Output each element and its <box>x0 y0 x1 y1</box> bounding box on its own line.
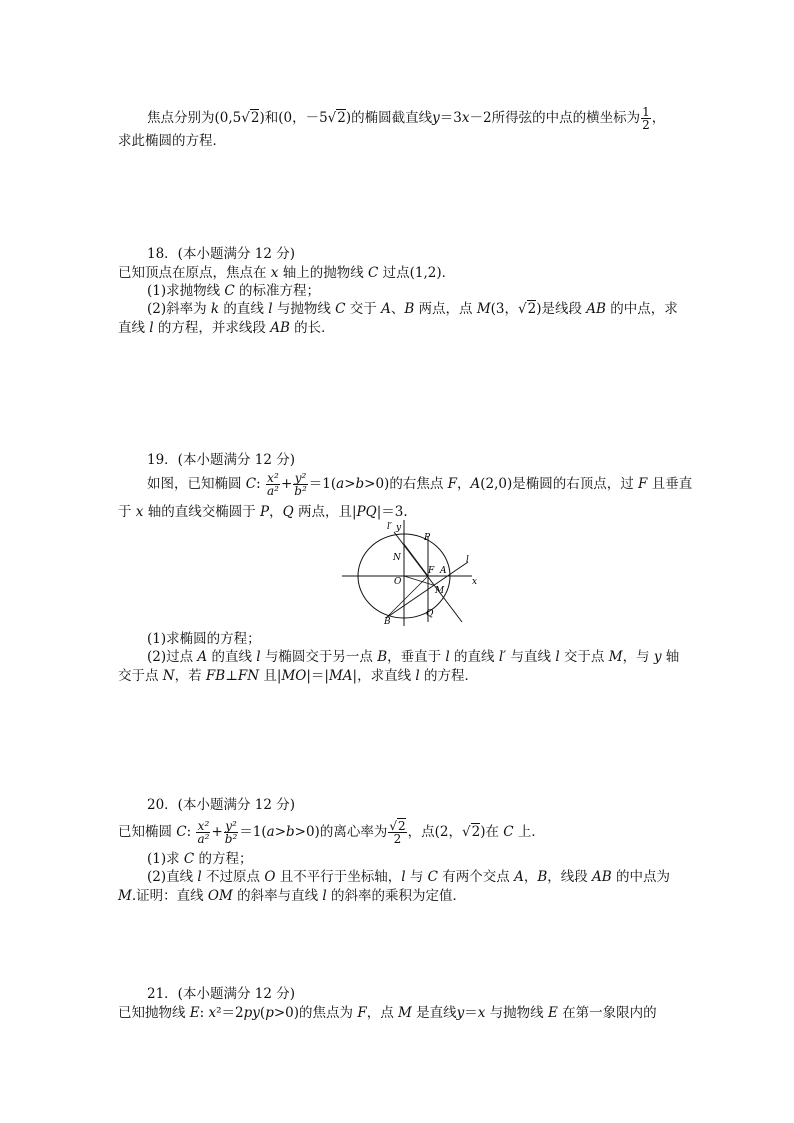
label-l-prime: l′ <box>387 522 392 532</box>
eccentricity-fraction: $\frac{√2}{2}$ <box>389 819 406 846</box>
problem-19-header: 19．(本小题满分 12 分) <box>147 452 295 468</box>
ellipse-figure <box>338 518 490 630</box>
p18-line4: 直线 l 的方程，并求线段 AB 的长． <box>118 320 335 336</box>
p19-line5: 交于点 N，若 FB⊥FN 且|MO|＝|MA|，求直线 l 的方程． <box>118 668 478 684</box>
p20-line2: (1)求 C 的方程； <box>147 851 253 867</box>
label-f: F <box>428 566 435 576</box>
problem-18-header: 18．(本小题满分 12 分) <box>147 246 295 262</box>
p19-line3: (1)求椭圆的方程； <box>147 631 261 647</box>
p19-line1: 如图，已知椭圆 C: $\frac{\text{x²}}{\text{a²}}$ + $\frac{\text{y²}}{\text{b²}}$ ＝1(a>b>0)的右焦点 F，A(2,0)是椭圆的右顶点，过 F 且垂直 <box>147 471 693 498</box>
label-q: Q <box>426 609 434 619</box>
label-a: A <box>440 566 447 576</box>
segment-fb <box>386 576 428 618</box>
label-l: l <box>466 555 469 565</box>
fraction-half: $\frac{1}{2}$ <box>642 105 650 132</box>
problem-21-header: 21．(本小题满分 12 分) <box>147 986 295 1002</box>
p18-line3: (2)斜率为 k 的直线 l 与抛物线 C 交于 A、B 两点，点 M(3，√2)是线段 AB 的中点，求 <box>147 301 678 317</box>
p18-line1: 已知顶点在原点，焦点在 x 轴上的抛物线 C 过点(1,2)． <box>118 265 456 281</box>
p21-line1: 已知抛物线 E: x²＝2py(p>0)的焦点为 F，点 M 是直线y＝x 与抛物线 E 在第一象限内的 <box>118 1005 657 1021</box>
label-n: N <box>393 553 401 563</box>
p19-line4: (2)过点 A 的直线 l 与椭圆交于另一点 B，垂直于 l 的直线 l′ 与直线 l 交于点 M，与 y 轴 <box>147 649 680 665</box>
p19-line2: 于 x 轴的直线交椭圆于 P，Q 两点，且|PQ|＝3. <box>118 504 408 520</box>
label-x: x <box>472 577 478 587</box>
label-p: P <box>424 533 431 543</box>
label-b: B <box>384 617 391 627</box>
problem-20-header: 20．(本小题满分 12 分) <box>147 797 295 813</box>
label-o: O <box>394 577 402 587</box>
p20-line4: M.证明：直线 OM 的斜率与直线 l 的斜率的乘积为定值． <box>118 888 467 904</box>
p17-line1: 焦点分别为(0,5√2)和(0，－5√2)的椭圆截直线y＝3x－2所得弦的中点的横坐标为 $\frac{1}{2}$ ， <box>147 105 666 132</box>
p20-line1: 已知椭圆 C: $\frac{\text{x²}}{\text{a²}}$ + $\frac{\text{y²}}{\text{b²}}$ ＝1(a>b>0)的离心率为 $\frac{√2}{2}$ ，点(2，√2)在 C 上． <box>118 819 545 846</box>
p18-line2: (1)求抛物线 C 的标准方程； <box>147 283 321 299</box>
label-m: M <box>435 586 445 596</box>
p20-line3: (2)直线 l 不过原点 O 且不平行于坐标轴，l 与 C 有两个交点 A，B，线段 AB 的中点为 <box>147 869 671 885</box>
p17-line2: 求此椭圆的方程． <box>118 133 226 149</box>
label-y: y <box>396 523 402 533</box>
segment-fn <box>404 544 428 576</box>
